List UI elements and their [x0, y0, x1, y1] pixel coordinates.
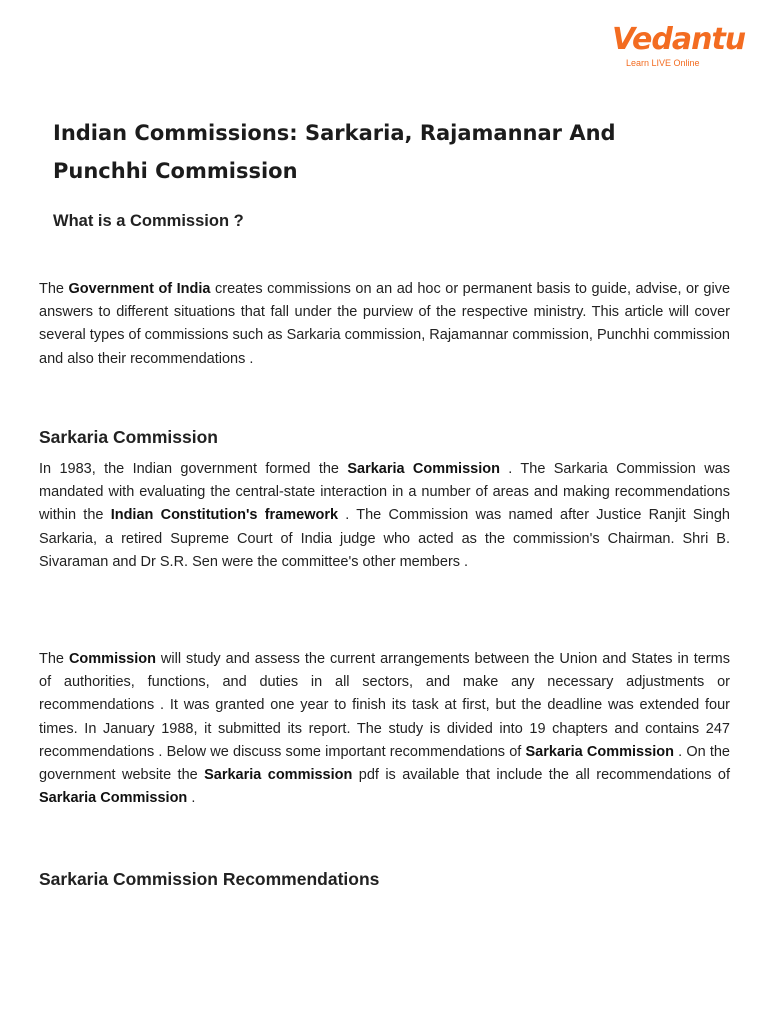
bold-term: Sarkaria Commission	[347, 461, 500, 477]
bold-term: Sarkaria commission	[204, 767, 353, 784]
sarkaria-paragraph-2: The Commission will study and assess the current arrangements between the Union and States in terms of authorities, functions, and duties in all sectors, and make any necessary adjustments or recommendations . It was granted one year to finish its task at first, but the deadline was extended four times. In January 1988, it submitted its report. The study is divided into 19 chapters and contains 247 recommendations . Below we discuss some important recommendations of Sarkaria Commission . On the government website the Sarkaria commission pdf is available that include the all recommendations of Sarkaria Commission .	[39, 651, 731, 807]
page-title: Indian Commissions: Sarkaria, Rajamannar And Punchhi Commission	[53, 121, 616, 183]
section-subtitle: What is a Commission ?	[53, 212, 244, 230]
sarkaria-paragraph-1: In 1983, the Indian government formed the Sarkaria Commission . The Sarkaria Commission was mandated with evaluating the central-state interaction in a number of areas and making recommendations within the Indian Constitution's framework . The Commission was named after Justice Ranjit Singh Sarkaria, a retired Supreme Court of India judge who acted as the commission's Chairman. Shri B. Sivaraman and Dr S.R. Sen were the committee's other members .	[39, 461, 730, 570]
logo-wordmark: Vedantu	[612, 22, 746, 57]
intro-paragraph: The Government of India creates commissions on an ad hoc or permanent basis to guide, advise, or give answers to different situations that fall under the purview of the respective ministry. This article will cover several types of commissions such as Sarkaria commission, Rajamannar commission, Punchhi commission and also their recommendations .	[39, 281, 731, 367]
bold-term: Commission	[68, 651, 156, 667]
sarkaria-heading: Sarkaria Commission	[39, 427, 218, 447]
bold-term: Indian Constitution's framework	[110, 507, 339, 524]
bold-term: Sarkaria Commission	[525, 743, 674, 760]
recommendations-heading: Sarkaria Commission Recommendations	[39, 869, 380, 889]
bold-term: Government of India	[68, 281, 211, 297]
logo-tagline: Learn LIVE Online	[626, 58, 700, 68]
bold-term: Sarkaria Commission	[39, 790, 188, 807]
vedantu-logo[interactable]	[612, 22, 746, 72]
